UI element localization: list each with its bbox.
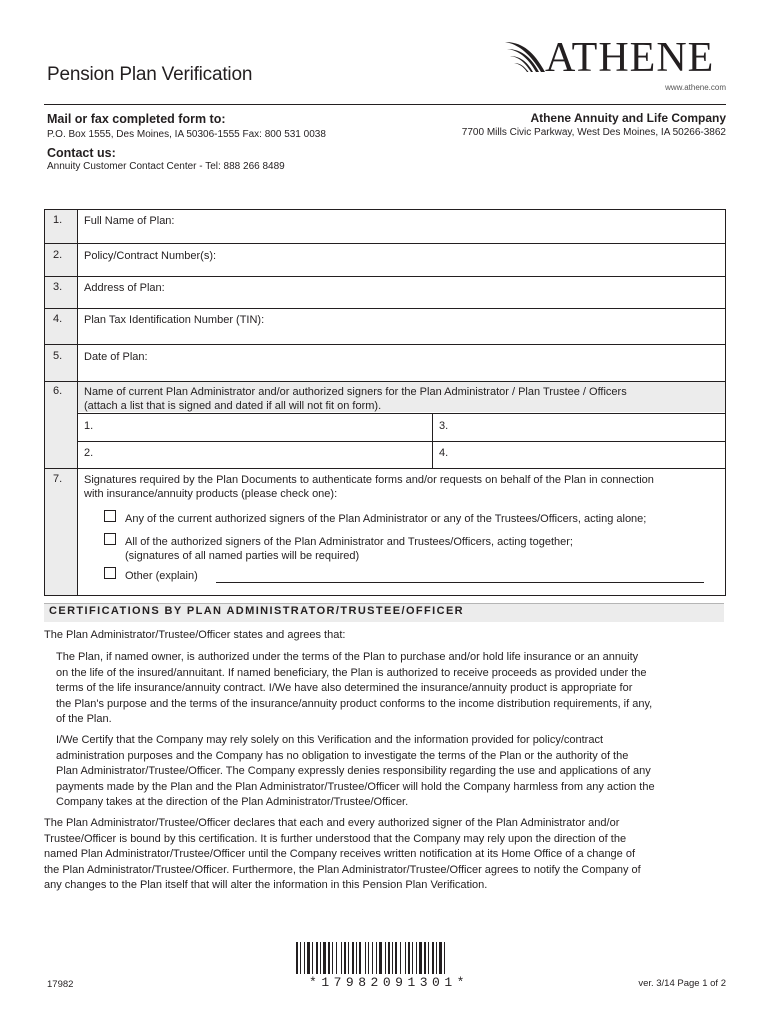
form-row-administrators bbox=[45, 382, 725, 469]
barcode-bar bbox=[388, 942, 390, 974]
row-number: 5. bbox=[53, 350, 63, 362]
contact-heading: Contact us: bbox=[47, 146, 116, 160]
form-row-plan-name[interactable] bbox=[45, 210, 725, 244]
contact-phone: Annuity Customer Contact Center - Tel: 888 266 8489 bbox=[47, 161, 285, 172]
checkbox-any-signer[interactable] bbox=[104, 510, 116, 522]
row-number: 3. bbox=[53, 281, 63, 293]
plan-info-form bbox=[44, 209, 726, 596]
barcode-bar bbox=[400, 942, 401, 974]
checkbox-other[interactable] bbox=[104, 567, 116, 579]
option-any-signer: Any of the current authorized signers of the Plan Administrator or any of the Trustees/Officers, acting alone; bbox=[125, 513, 647, 525]
barcode-bar bbox=[336, 942, 337, 974]
barcode-bar bbox=[436, 942, 437, 974]
barcode-bar bbox=[368, 942, 369, 974]
form-number: 17982 bbox=[47, 979, 74, 990]
form-row-signatures bbox=[45, 469, 725, 595]
barcode-bar bbox=[412, 942, 413, 974]
barcode-bar bbox=[444, 942, 445, 974]
barcode-bar bbox=[376, 942, 377, 974]
row-number: 1. bbox=[53, 214, 63, 226]
barcode-bar bbox=[332, 942, 333, 974]
field-note-administrators: (attach a list that is signed and dated if all will not fit on form). bbox=[84, 400, 382, 412]
barcode bbox=[296, 942, 482, 974]
field-label-plan-tin: Plan Tax Identification Number (TIN): bbox=[84, 314, 265, 326]
barcode-bar bbox=[348, 942, 349, 974]
field-label-administrators: Name of current Plan Administrator and/or authorized signers for the Plan Administrator / Plan Trustee / Officers bbox=[84, 386, 627, 398]
barcode-bar bbox=[395, 942, 397, 974]
certifications-heading: CERTIFICATIONS BY PLAN ADMINISTRATOR/TRUSTEE/OFFICER bbox=[49, 605, 465, 617]
barcode-bar bbox=[307, 942, 310, 974]
form-row-plan-date[interactable] bbox=[45, 345, 725, 382]
row-number: 7. bbox=[53, 473, 63, 485]
barcode-bar bbox=[405, 942, 406, 974]
field-label-plan-date: Date of Plan: bbox=[84, 351, 148, 363]
page-title: Pension Plan Verification bbox=[47, 64, 253, 85]
barcode-bar bbox=[352, 942, 354, 974]
barcode-bar bbox=[416, 942, 417, 974]
company-address: 7700 Mills Civic Parkway, West Des Moines, IA 50266-3862 bbox=[461, 127, 726, 138]
barcode-bar bbox=[344, 942, 346, 974]
athene-wing-icon bbox=[503, 36, 547, 76]
checkbox-all-signers[interactable] bbox=[104, 533, 116, 545]
form-row-policy-number[interactable] bbox=[45, 244, 725, 277]
field-label-policy-number: Policy/Contract Number(s): bbox=[84, 250, 217, 262]
barcode-bar bbox=[312, 942, 313, 974]
barcode-bar bbox=[408, 942, 410, 974]
mail-address: P.O. Box 1555, Des Moines, IA 50306-1555 Fax: 800 531 0038 bbox=[47, 129, 326, 140]
barcode-bar bbox=[320, 942, 321, 974]
barcode-bar bbox=[372, 942, 373, 974]
logo-text: ATHENE bbox=[545, 35, 715, 81]
barcode-bar bbox=[300, 942, 301, 974]
row-number: 6. bbox=[53, 385, 63, 397]
other-explain-line[interactable] bbox=[216, 582, 704, 583]
barcode-bar bbox=[316, 942, 318, 974]
row-number: 2. bbox=[53, 249, 63, 261]
barcode-bar bbox=[428, 942, 429, 974]
barcode-bar bbox=[439, 942, 442, 974]
barcode-bar bbox=[379, 942, 382, 974]
barcode-bar bbox=[304, 942, 305, 974]
form-row-plan-address[interactable] bbox=[45, 277, 725, 309]
field-note-signatures: with insurance/annuity products (please check one): bbox=[84, 488, 338, 500]
option-all-signers: All of the authorized signers of the Plan Administrator and Trustees/Officers, acting together; bbox=[125, 536, 573, 548]
barcode-bar bbox=[296, 942, 298, 974]
barcode-bar bbox=[323, 942, 326, 974]
option-all-signers-note: (signatures of all named parties will be required) bbox=[125, 550, 360, 562]
option-other: Other (explain) bbox=[125, 570, 198, 582]
row-number: 4. bbox=[53, 313, 63, 325]
athene-logo bbox=[503, 34, 725, 84]
version-page: ver. 3/14 Page 1 of 2 bbox=[638, 978, 726, 989]
barcode-bar bbox=[385, 942, 386, 974]
barcode-bar bbox=[432, 942, 434, 974]
barcode-bar bbox=[424, 942, 426, 974]
barcode-bar bbox=[328, 942, 330, 974]
barcode-bar bbox=[365, 942, 366, 974]
company-name: Athene Annuity and Life Company bbox=[530, 111, 726, 125]
administrator-name-field-2[interactable]: 2. bbox=[84, 447, 94, 459]
barcode-number: *17982091301* bbox=[309, 975, 469, 990]
barcode-bar bbox=[392, 942, 393, 974]
certification-intro: The Plan Administrator/Trustee/Officer states and agrees that: bbox=[44, 629, 346, 641]
form-page: Pension Plan Verification ATHENE www.athene.com Mail or fax completed form to: P.O. Box 1555, Des Moines, IA 50306-1555 Fax: 800 531 0038 Contact us: Annuity Customer Contact Center - Tel: 888 266 8489 Athene Annuity and Life Company 7700 Mills Civic Parkway, West Des Moines, IA 50266-3862 1. Full Name of Plan: 2. Policy/Contract Number(s): 3. Address of Plan: 4. Plan Tax Identification Number (TIN): 5. Date of Plan: 6. Name of current Plan Administrator and/or authorized signers for the Plan Administrator / Plan Trustee / Officers (attach a list that is signed and dated if all will not fit on form). 1. 3. 2. 4. 7. Signatures required by the Plan Documents to authenticate forms and/or requests on behalf of the Plan in connection with insurance/annuity products (please check one): Any of the current authorized signers of the Plan Administrator or any of the Trustees/Officers, acting alone; All of the authorized signers of the Plan Administrator and Trustees/Officers, acting together; (signatures of all named parties will be required) Other (explain) CERTIFICATIONS BY PLAN ADMINISTRATOR/TRUSTEE/OFFICER The Plan Administrator/Trustee/Officer states and agrees that: The Plan, if named owner, is authorized under the terms of the Plan to purchase and/or hold life insurance or an annuity on the life of the insured/annuitant. If named beneficiary, the Plan is authorized to receive proceeds as provided under the terms of the life insurance/annuity contract. I/We have also determined the insurance/annuity product is appropriate for the Plan's purpose and the terms of the insurance/annuity product conforms to the income distribution requirements, if any, of the Plan. I/We Certify that the Company may rely solely on this Verification and the information provided for policy/contract administration purposes and the Company has no obligation to investigate the terms of the Plan or the authority of the Plan Administrator/Trustee/Officer. The Company expressly denies responsibility regarding the use and applications of any payments made by the Plan and the Plan Administrator/Trustee/Officer will hold the Company harmless from any action the Company takes at the direction of the Plan Administrator/Trustee/Officer. The Plan Administrator/Trustee/Officer declares that each and every authorized signer of the Plan Administrator and/or Trustee/Officer is bound by this certification. It is further understood that the Company may rely upon the direction of the named Plan Administrator/Trustee/Officer until the Company receives written notification at its Home Office of a change of the Plan Administrator/Trustee/Officer. Furthermore, the Plan Administrator/Trustee/Officer agrees to notify the Company of any changes to the Plan itself that will alter the information in this Pension Plan Verification. *17982091301* 17982 ver. 3/14 Page 1 of 2 bbox=[44, 35, 726, 990]
barcode-bar bbox=[359, 942, 361, 974]
administrator-names-table bbox=[77, 413, 725, 468]
website-url: www.athene.com bbox=[665, 83, 726, 92]
administrator-name-field-4[interactable]: 4. bbox=[439, 447, 449, 459]
barcode-bar bbox=[419, 942, 422, 974]
form-row-plan-tin[interactable] bbox=[45, 309, 725, 345]
barcode-bar bbox=[341, 942, 342, 974]
header-divider bbox=[44, 104, 726, 105]
barcode-bar bbox=[356, 942, 357, 974]
field-label-plan-name: Full Name of Plan: bbox=[84, 215, 175, 227]
field-label-signatures: Signatures required by the Plan Documents to authenticate forms and/or requests on behalf of the Plan in connection bbox=[84, 474, 654, 486]
field-label-plan-address: Address of Plan: bbox=[84, 282, 165, 294]
mail-heading: Mail or fax completed form to: bbox=[47, 112, 226, 126]
administrator-name-field-3[interactable]: 3. bbox=[439, 420, 449, 432]
administrator-name-field-1[interactable]: 1. bbox=[84, 420, 94, 432]
